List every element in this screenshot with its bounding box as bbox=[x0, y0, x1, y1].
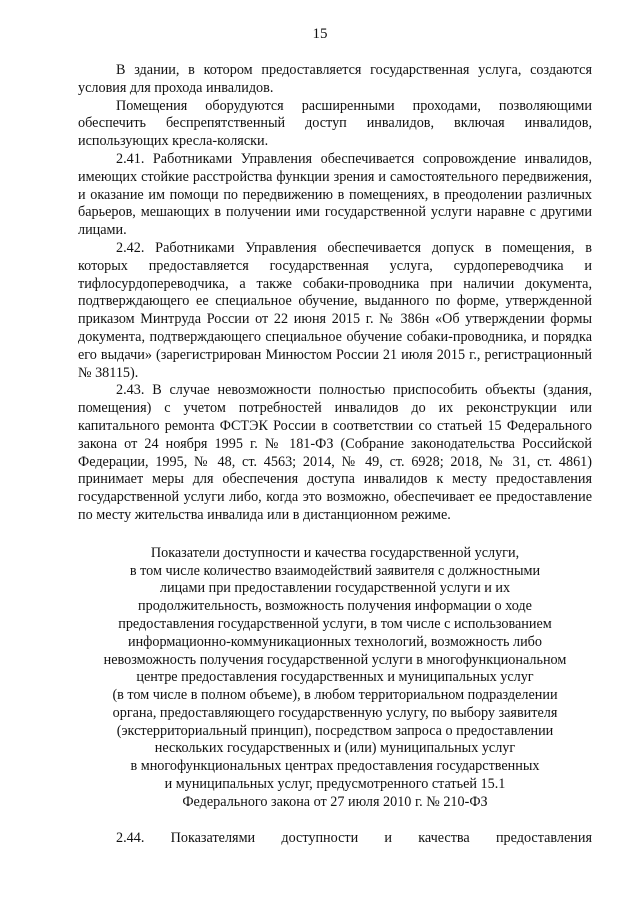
paragraph-2-41: 2.41. Работниками Управления обеспечивается сопровождение инвалидов, имеющих стойкие расстройства функции зрения и самостоятельного передвижения, и оказание им помощи по передвижению в помещениях, в преодолении различных барьеров, мешающих в получении ими государственной услуги наравне с другими лицами. bbox=[78, 150, 592, 239]
paragraph-building-conditions: В здании, в котором предоставляется государственная услуга, создаются условия для прохода инвалидов. bbox=[78, 62, 592, 96]
heading-line: Показатели доступности и качества государственной услуги, bbox=[150, 544, 520, 561]
document-body bbox=[78, 62, 592, 847]
heading-line: нескольких государственных и (или) муниципальных услуг bbox=[154, 740, 516, 757]
paragraph-premises-passages: Помещения оборудуются расширенными проходами, позволяющими обеспечить беспрепятственный доступ инвалидов, включая инвалидов, использующих кресла-коляски. bbox=[78, 97, 592, 150]
heading-line: органа, предоставляющего государственную услугу, по выбору заявителя bbox=[112, 704, 558, 721]
heading-line: информационно-коммуникационных технологий, возможность либо bbox=[128, 633, 542, 650]
heading-line: предоставления государственной услуги, в том числе с использованием bbox=[118, 615, 552, 632]
paragraph-2-44: 2.44. Показателями доступности и качества предоставления bbox=[116, 829, 592, 846]
heading-line: продолжительность, возможность получения информации о ходе bbox=[138, 598, 532, 615]
heading-line: в том числе количество взаимодействий заявителя с должностными bbox=[129, 562, 541, 579]
heading-line: центре предоставления государственных и муниципальных услуг bbox=[136, 669, 534, 686]
page-number: 15 bbox=[312, 26, 328, 42]
heading-line: Федерального закона от 27 июля 2010 г. № 210-ФЗ bbox=[182, 793, 488, 810]
paragraph-2-42: 2.42. Работниками Управления обеспечивается допуск в помещения, в которых предоставляется государственная услуга, сурдопереводчика и тифлосурдопереводчика, а также собаки-проводника при наличии документа, подтверждающего ее специальное обучение, выданного по форме, утвержденной приказом Минтруда России от 22 июня 2015 г. № 386н «Об утверждении формы документа, подтверждающего специальное обучение собаки-проводника, и порядка его выдачи» (зарегистрирован Минюстом России 21 июля 2015 г., регистрационный № 38115). bbox=[78, 239, 592, 381]
heading-line: невозможность получения государственной услуги в многофункциональном bbox=[103, 651, 567, 668]
paragraph-2-43: 2.43. В случае невозможности полностью приспособить объекты (здания, помещения) с учетом потребностей инвалидов до их реконструкции или капитального ремонта ФСТЭК России в соответствии со статьей 15 Федерального закона от 24 ноября 1995 г. № 181-ФЗ (Собрание законодательства Российской Федерации, 1995, № 48, ст. 4563; 2014, № 49, ст. 6928; 2018, № 31, ст. 4861) принимает меры для обеспечения доступа инвалидов к месту предоставления государственной услуги либо, когда это возможно, обеспечивает ее предоставление по месту жительства инвалида или в дистанционном режиме. bbox=[78, 382, 592, 523]
heading-line: (в том числе в полном объеме), в любом территориальном подразделении bbox=[112, 687, 558, 704]
heading-line: (экстерриториальный принцип), посредством запроса о предоставлении bbox=[116, 722, 554, 739]
section-heading bbox=[78, 545, 592, 812]
heading-line: лицами при предоставлении государственной услуги и их bbox=[159, 580, 511, 597]
heading-line: в многофункциональных центрах предоставления государственных bbox=[130, 758, 540, 775]
heading-line: и муниципальных услуг, предусмотренного статьей 15.1 bbox=[164, 776, 506, 793]
